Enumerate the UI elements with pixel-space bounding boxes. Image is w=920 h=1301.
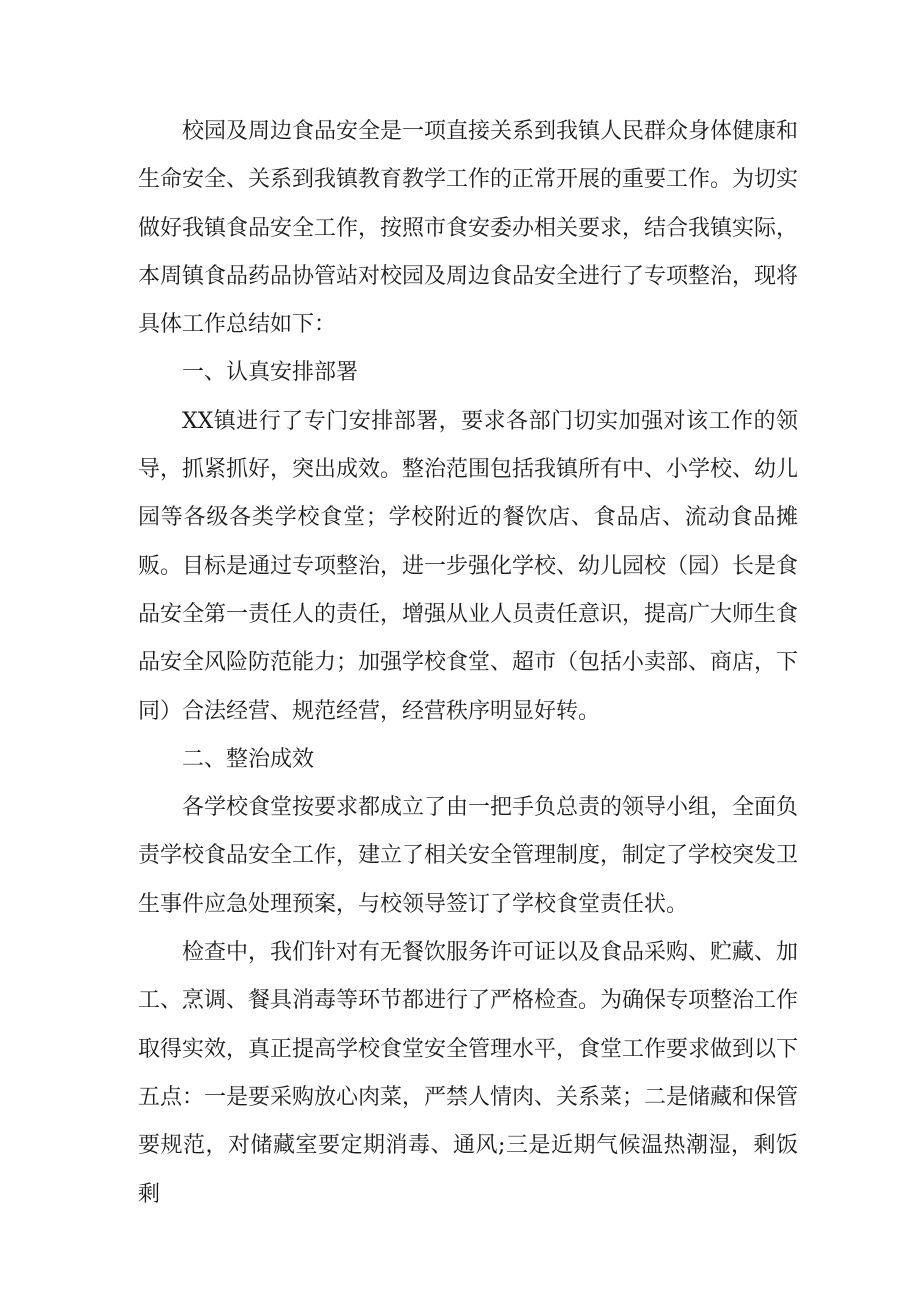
section-heading-1: 一、认真安排部署	[182, 360, 359, 386]
section-2-paragraph-1: 各学校食堂按要求都成立了由一把手负总责的领导小组，全面负责学校食品安全工作，建立了相关安全管理制度，制定了学校突发卫生事件应急处理预案，与校领导签订了学校食堂责任状。	[138, 795, 799, 917]
section-heading-2: 二、整治成效	[182, 746, 315, 772]
section-1-paragraph: XX镇进行了专门安排部署，要求各部门切实加强对该工作的领导，抓紧抓好，突出成效。整治范围包括我镇所有中、小学校、幼儿园等各级各类学校食堂；学校附近的餐饮店、食品店、流动食品摊贩。目标是通过专项整治，进一步强化学校、幼儿园校（园）长是食品安全第一责任人的责任，增强从业人员责任意识，提高广大师生食品安全风险防范能力；加强学校食堂、超市（包括小卖部、商店，下同）合法经营、规范经营，经营秩序明显好转。	[138, 408, 799, 724]
document-body	[138, 108, 798, 1219]
section-2-paragraph-2: 检查中，我们针对有无餐饮服务许可证以及食品采购、贮藏、加工、烹调、餐具消毒等环节都进行了严格检查。为确保专项整治工作取得实效，真正提高学校食堂安全管理水平，食堂工作要求做到以下五点：一是要采购放心肉菜，严禁人情肉、关系菜；二是储藏和保管要规范，对储藏室要定期消毒、通风;三是近期气候温热潮湿，剩饭剩	[138, 940, 799, 1207]
intro-paragraph: 校园及周边食品安全是一项直接关系到我镇人民群众身体健康和生命安全、关系到我镇教育教学工作的正常开展的重要工作。为切实做好我镇食品安全工作，按照市食安委办相关要求，结合我镇实际，本周镇食品药品协管站对校园及周边食品安全进行了专项整治，现将具体工作总结如下：	[138, 119, 799, 338]
